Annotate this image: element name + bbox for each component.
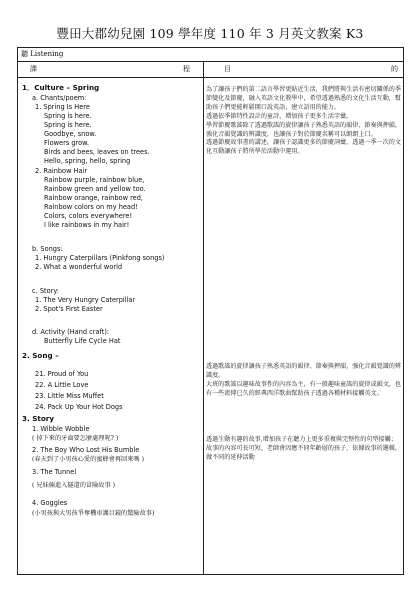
song-item: 2. What a wonderful world bbox=[35, 263, 123, 271]
chant-line: Rainbow green and yellow too. bbox=[44, 185, 146, 193]
chant-line: Spring is here. bbox=[44, 121, 92, 129]
story-item: 1. The Very Hungry Caterpillar bbox=[35, 296, 136, 304]
header-course-1: 課 bbox=[30, 65, 37, 73]
story-note: ( 兄妹倆進入隧道的冒險故事 ) bbox=[32, 482, 116, 489]
chant-line: Flowers grow. bbox=[44, 139, 90, 147]
chant-line: Spring is here. bbox=[44, 112, 92, 120]
story-title: 2. The Boy Who Lost His Bumble bbox=[32, 446, 140, 454]
purpose-paragraph: 透過節慶故事書的講述，讓孩子認識更多的節慶詞彙、透過一季一次的文化互動讓孩子將所學於活動中運用。 bbox=[206, 139, 401, 156]
purpose-culture bbox=[206, 86, 402, 157]
song-item: 23. Little Miss Muffet bbox=[35, 392, 104, 400]
lesson-plan-table bbox=[17, 47, 404, 575]
story-title: 4. Goggles bbox=[32, 499, 68, 507]
chant-title: 1. Spring Is Here bbox=[35, 103, 90, 111]
purpose-paragraph: 透過依季節特性設計的童詩，增加孩子更多生活字彙。 bbox=[206, 112, 353, 120]
chant-line: Rainbow colors on my head! bbox=[44, 203, 138, 211]
purpose-story bbox=[206, 436, 402, 463]
culture-heading: 1．Culture – Spring bbox=[22, 83, 100, 92]
story-note: (春天到了小男孩心愛的蜜蜂會再回來嗎 ) bbox=[32, 456, 144, 463]
story-heading: 3. Story bbox=[22, 414, 55, 423]
story-title: 3. The Tunnel bbox=[32, 468, 77, 476]
chant-line: Goodbye, snow. bbox=[44, 130, 97, 138]
listening-row: 聽 Listening bbox=[18, 48, 403, 62]
chant-title: 2. Rainbow Hair bbox=[35, 167, 88, 175]
chant-line: Rainbow orange, rainbow red, bbox=[44, 194, 143, 202]
chants-label: a. Chants/poem: bbox=[32, 94, 87, 102]
song-item: 21. Proud of You bbox=[35, 370, 89, 378]
purpose-paragraph: 為了讓孩子們的第二語言學習更貼近生活，我們將與生活有密切關係的季節變化及節慶，融入英語文化教學中，希望透過熟悉的文化生活互動，幫助孩子們更能輕鬆開口說英語，建立語用的能力。 bbox=[206, 86, 401, 111]
chant-line: Birds and bees, leaves on trees. bbox=[44, 148, 150, 156]
chant-line: Hello, spring, hello, spring bbox=[44, 157, 131, 165]
activity-label: d. Activity (Hand craft): bbox=[32, 328, 110, 336]
purpose-paragraph: 透過歌謠的旋律讓孩子熟悉英語的韻律、節奏與押韻，強化音韻覺識的辨識度。 bbox=[206, 363, 401, 379]
song-item: 22. A Little Love bbox=[35, 381, 89, 389]
purpose-paragraph: 透過生動有趣的故事,增加孩子在聽力上更多重複與完整性的句型接觸；故事的內容可長可短，老師會因應不同年齡層的孩子，依據故事的邏輯，做不同的延伸活動 bbox=[206, 436, 401, 461]
story-note: (小男孩與大男孩爭奪機車護目鏡的驚險故事) bbox=[32, 510, 155, 517]
column-divider bbox=[203, 62, 204, 574]
purpose-song bbox=[206, 363, 402, 399]
chant-line: Colors, colors everywhere! bbox=[44, 212, 133, 220]
song-item: 1. Hungry Caterpillars (Pinkfong songs) bbox=[35, 254, 165, 262]
story-item: 2. Spot's First Easter bbox=[35, 305, 103, 313]
page-title: 豐田大郡幼兒園 109 學年度 110 年 3 月英文教案 K3 bbox=[56, 26, 364, 41]
chant-line: I like rainbows in my hair! bbox=[44, 221, 130, 229]
story-title: 1. Wibble Wobble bbox=[32, 425, 90, 433]
song-heading: 2. Song – bbox=[22, 351, 59, 360]
header-purpose-1: 目 bbox=[224, 65, 231, 73]
activity-item: Butterfly Life Cycle Hat bbox=[44, 337, 121, 345]
header-course-2: 程 bbox=[183, 65, 190, 73]
song-item: 24. Pack Up Your Hot Dogs bbox=[35, 403, 123, 411]
songs-label: b. Songs: bbox=[32, 245, 63, 253]
story-label: c. Story: bbox=[32, 287, 59, 295]
header-purpose-2: 的 bbox=[391, 65, 398, 73]
story-note: ( 掉下來的牙齒要怎麼處理呢? ) bbox=[32, 435, 119, 442]
purpose-paragraph: 學習節慶歌謠除了透過歌謠的旋律讓孩子熟悉英語的韻律、節奏與押韻，強化音韻覺識的辨識度，也讓孩子對於節慶名稱可以朗朗上口。 bbox=[206, 121, 401, 138]
purpose-paragraph: 大班的歌謠以趣味故事性的內容為主，有一般趣味童謠的旋律或韻文，也有一些流傳已久的經典西洋歌曲幫助孩子透過各種材料接觸英文。 bbox=[206, 380, 401, 397]
header-row bbox=[18, 62, 403, 78]
chant-line: Rainbow purple, rainbow blue, bbox=[44, 176, 145, 184]
